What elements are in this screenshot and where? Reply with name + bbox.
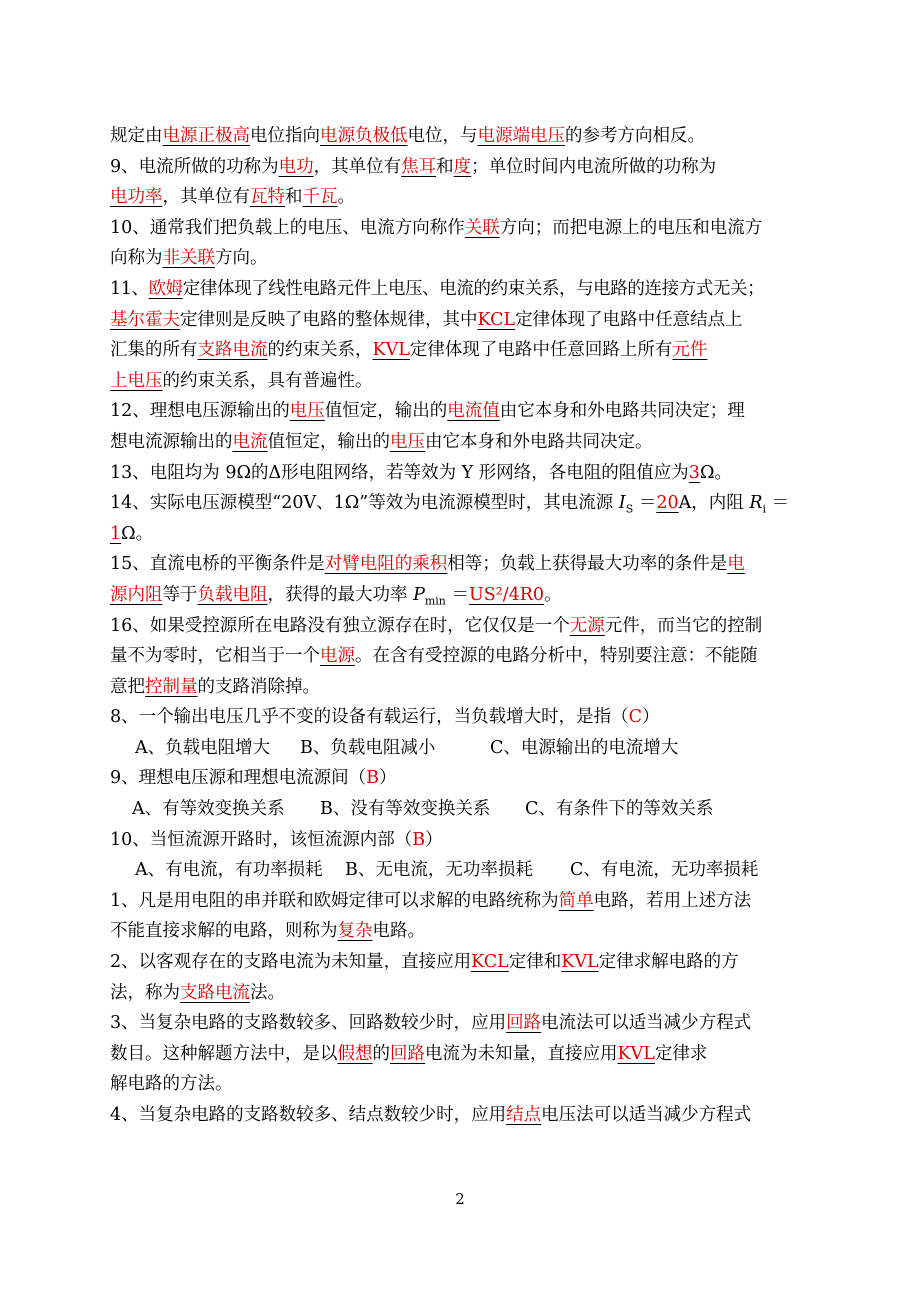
text-line: 3、当复杂电路的支路数较多、回路数较少时，应用回路电流法可以适当减少方程式 xyxy=(110,1013,752,1034)
text-line: 意把控制量的支路消除掉。 xyxy=(110,676,320,697)
question-line: 8、一个输出电压几乎不变的设备有载运行，当负载增大时，是指（C） xyxy=(110,707,660,728)
text-line: 12、理想电压源输出的电压值恒定，输出的电流值由它本身和外电路共同决定；理 xyxy=(110,401,745,422)
answer-blank: 欧姆 xyxy=(148,278,183,299)
option-c: C、有条件下的等效关系 xyxy=(525,799,714,820)
options-line xyxy=(110,794,815,825)
option-a: A、负载电阻增大 xyxy=(135,737,271,758)
answer-blank: 回路 xyxy=(506,1013,542,1034)
text-line: 14、实际电压源模型“20V、1Ω”等效为电流源模型时，其电流源 $I_S =20A$，内阻 $R_i$ ＝ xyxy=(110,493,790,516)
answer-blank: 复杂 xyxy=(337,921,373,942)
text-line: 13、电阻均为 9Ω的Δ形电阻网络，若等效为 Y 形网络，各电阻的阻值应为3Ω。 xyxy=(110,462,732,483)
answer-blank: 电流 xyxy=(232,431,268,452)
choice-answer: C xyxy=(628,707,643,728)
option-a: A、有电流，有功率损耗 xyxy=(135,860,323,881)
text-line: 上电压的约束关系，具有普遍性。 xyxy=(110,370,373,391)
answer-blank: 千瓦 xyxy=(302,187,338,208)
answer-blank: 电流值 xyxy=(447,401,500,422)
text-line: 量不为零时，它相当于一个电源。在含有受控源的电路分析中，特别要注意：不能随 xyxy=(110,646,758,667)
answer-blank: 对臂电阻的乘积 xyxy=(324,554,448,575)
answer-blank: 电功 xyxy=(278,156,314,177)
choice-answer: B xyxy=(366,768,380,789)
options-line xyxy=(110,855,815,886)
answer-blank: 假想 xyxy=(337,1043,373,1064)
text-line: 16、如果受控源所在电路没有独立源存在时，它仅仅是一个无源元件，而当它的控制 xyxy=(110,615,763,636)
answer-blank: 简单 xyxy=(558,890,594,911)
text-line: 10、通常我们把负载上的电压、电流方向称作关联方向；而把电源上的电压和电流方 xyxy=(110,217,763,238)
answer-blank: 结点 xyxy=(506,1105,542,1125)
answer-blank: 3 xyxy=(688,462,700,483)
options-line xyxy=(110,733,815,764)
page-number: 2 xyxy=(455,1190,465,1208)
answer-blank: 无源 xyxy=(569,615,605,636)
text-line: 1Ω。 xyxy=(110,523,154,544)
answer-blank: 20 xyxy=(656,493,679,514)
answer-blank: 电功率 xyxy=(110,187,163,208)
current-symbol: I xyxy=(618,493,626,514)
answer-blank: 电源负极低 xyxy=(320,126,408,146)
text-line: 15、直流电桥的平衡条件是对臂电阻的乘积相等；负载上获得最大功率的条件是电 xyxy=(110,554,745,575)
answer-blank: 电 xyxy=(727,554,745,575)
option-b: B、无电流，无功率损耗 xyxy=(345,860,533,881)
answer-blank: 支路电流 xyxy=(180,982,250,1003)
answer-blank: US²/4R0 xyxy=(468,584,545,605)
answer-blank: 电源 xyxy=(320,646,355,667)
question-line: 10、当恒流源开路时，该恒流源内部（B） xyxy=(110,829,443,850)
question-line: 9、理想电压源和理想电流源间（B） xyxy=(110,768,397,789)
answer-blank: 关联 xyxy=(464,217,500,238)
text-line: 向称为非关联方向。 xyxy=(110,248,268,269)
option-b: B、没有等效变换关系 xyxy=(320,799,491,820)
answer-blank: 电源端电压 xyxy=(477,126,565,146)
text-line: 电功率，其单位有瓦特和千瓦。 xyxy=(110,187,355,208)
answer-blank: 度 xyxy=(453,156,472,177)
text-line: 数目。这种解题方法中，是以假想的回路电流为未知量，直接应用KVL定律求 xyxy=(110,1043,708,1064)
choice-answer: B xyxy=(412,829,426,850)
text-line: 想电流源输出的电流值恒定，输出的电压由它本身和外电路共同决定。 xyxy=(110,431,653,452)
text-line: 基尔霍夫定律则是反映了电路的整体规律，其中KCL定律体现了电路中任意结点上 xyxy=(110,309,743,330)
text-line: 法，称为支路电流法。 xyxy=(110,982,285,1003)
text-line: 汇集的所有支路电流的约束关系，KVL定律体现了电路中任意回路上所有元件 xyxy=(110,340,708,361)
answer-blank: 支路电流 xyxy=(197,340,268,361)
answer-blank: 电压 xyxy=(289,401,325,422)
answer-blank: KCL xyxy=(471,952,509,973)
answer-blank: 基尔霍夫 xyxy=(110,309,180,330)
answer-blank: 1 xyxy=(110,523,122,544)
text-line: 源内阻等于负载电阻，获得的最大功率 $P_{min} =US^2/4R0$。 xyxy=(110,584,562,608)
answer-blank: 源内阻 xyxy=(110,584,163,605)
answer-blank: 瓦特 xyxy=(250,187,285,208)
text-line: 2、以客观存在的支路电流为未知量，直接应用KCL定律和KVL定律求解电路的方 xyxy=(110,952,739,973)
text-line: 解电路的方法。 xyxy=(110,1074,233,1095)
answer-blank: KVL xyxy=(561,952,599,973)
answer-blank: 电压 xyxy=(390,431,425,452)
answer-blank: 非关联 xyxy=(162,248,215,269)
answer-blank: KVL xyxy=(372,340,410,361)
option-c: C、有电流，无功率损耗 xyxy=(570,860,759,881)
answer-blank: KVL xyxy=(617,1043,655,1064)
answer-blank: 焦耳 xyxy=(401,156,437,177)
power-symbol: P xyxy=(413,584,425,605)
answer-blank: 电源正极高 xyxy=(162,126,250,146)
option-a: A、有等效变换关系 xyxy=(132,799,285,820)
text-line: 9、电流所做的功称为电功，其单位有焦耳和度；单位时间内电流所做的功称为 xyxy=(110,156,717,177)
text-line: 规定由电源正极高电位指向电源负极低电位，与电源端电压的参考方向相反。 xyxy=(110,126,705,146)
text-line: 11、欧姆定律体现了线性电路元件上电压、电流的约束关系，与电路的连接方式无关； xyxy=(110,278,765,299)
option-b: B、负载电阻减小 xyxy=(300,737,436,758)
option-c: C、电源输出的电流增大 xyxy=(490,737,679,758)
answer-blank: 上电压 xyxy=(110,370,163,391)
text-line: 4、当复杂电路的支路数较多、结点数较少时，应用结点电压法可以适当减少方程式 xyxy=(110,1105,752,1125)
answer-blank: 元件 xyxy=(672,340,708,361)
resistance-symbol: R xyxy=(749,493,763,514)
text-line: 不能直接求解的电路，则称为复杂电路。 xyxy=(110,921,425,942)
answer-blank: 控制量 xyxy=(145,676,198,697)
text-line: 1、凡是用电阻的串并联和欧姆定律可以求解的电路统称为简单电路，若用上述方法 xyxy=(110,890,752,911)
document-body xyxy=(110,121,815,1131)
answer-blank: KCL xyxy=(477,309,516,330)
answer-blank: 回路 xyxy=(390,1043,425,1064)
answer-blank: 负载电阻 xyxy=(197,584,268,605)
